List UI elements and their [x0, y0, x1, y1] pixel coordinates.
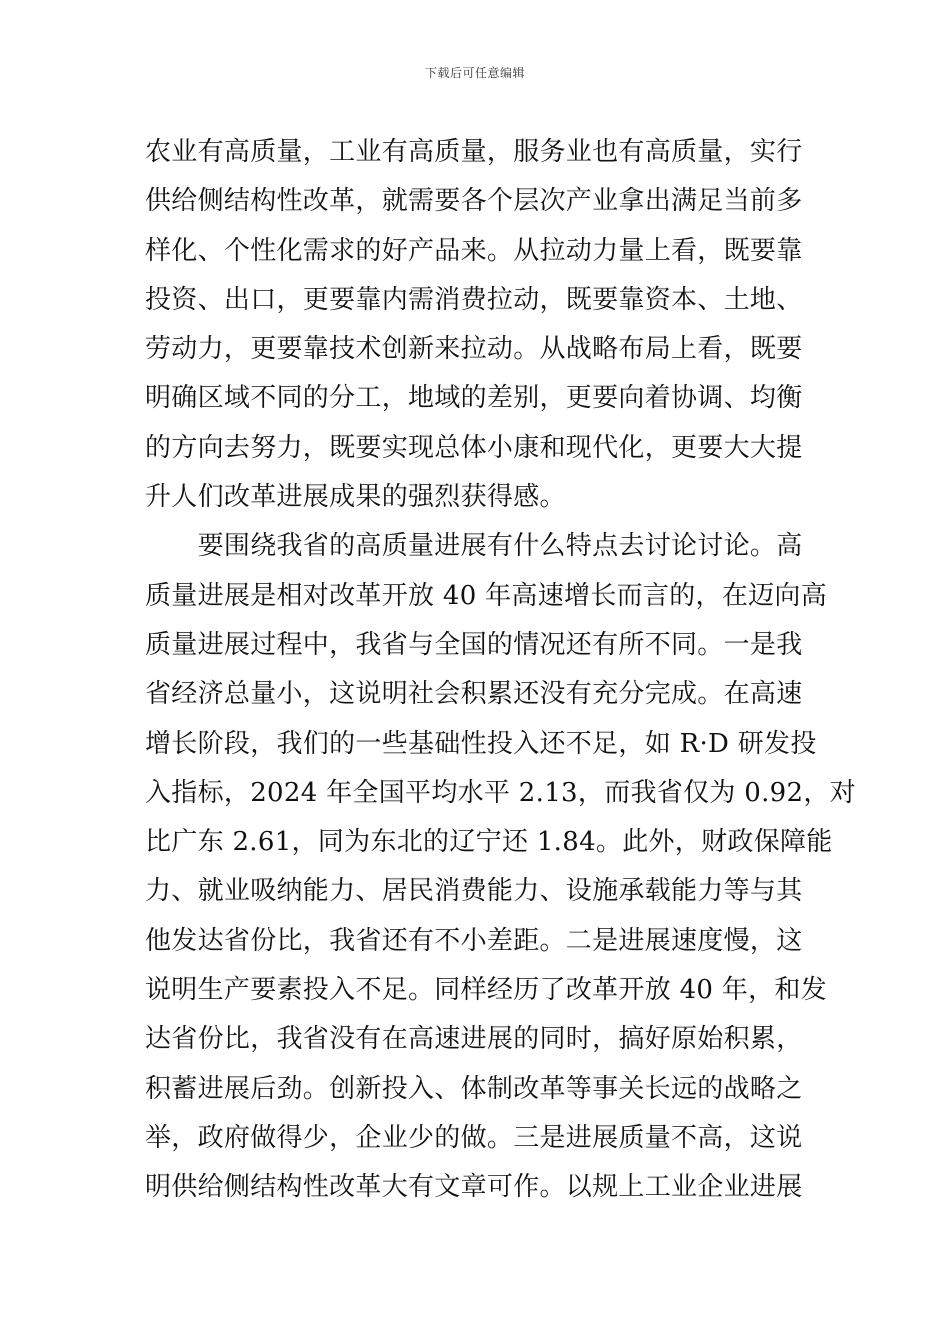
- text-line: 入指标，2024 年全国平均水平 2.13，而我省仅为 0.92，对: [145, 777, 856, 808]
- text-line: 说明生产要素投入不足。同样经历了改革开放 40 年，和发: [145, 975, 828, 1006]
- text-line: 明确区域不同的分工，地域的差别，更要向着协调、均衡: [145, 383, 803, 414]
- text-line: 积蓄进展后劲。创新投入、体制改革等事关长远的战略之: [145, 1073, 803, 1104]
- paragraph-1: [145, 128, 815, 522]
- text-line: 要围绕我省的高质量进展有什么特点去讨论讨论。高: [145, 531, 803, 562]
- text-line: 的方向去努力，既要实现总体小康和现代化，更要大大提: [145, 432, 803, 463]
- text-line: 质量进展是相对改革开放 40 年高速增长而言的，在迈向高: [145, 580, 828, 611]
- text-line: 力、就业吸纳能力、居民消费能力、设施承载能力等与其: [145, 876, 803, 907]
- document-body: [145, 128, 856, 1213]
- text-line: 省经济总量小，这说明社会积累还没有充分完成。在高速: [145, 679, 803, 710]
- text-line: 投资、出口，更要靠内需消费拉动，既要靠资本、土地、: [145, 284, 803, 315]
- text-line: 劳动力，更要靠技术创新来拉动。从战略布局上看，既要: [145, 334, 803, 365]
- paragraph-2: [145, 522, 856, 1212]
- text-line: 举，政府做得少，企业少的做。三是进展质量不高，这说: [145, 1122, 803, 1153]
- text-line: 样化、个性化需求的好产品来。从拉动力量上看，既要靠: [145, 235, 803, 266]
- text-line: 明供给侧结构性改革大有文章可作。以规上工业企业进展: [145, 1172, 803, 1203]
- text-line: 他发达省份比，我省还有不小差距。二是进展速度慢，这: [145, 925, 803, 956]
- text-line: 质量进展过程中，我省与全国的情况还有所不同。一是我: [145, 629, 803, 660]
- text-line: 增长阶段，我们的一些基础性投入还不足，如 R·D 研发投: [145, 728, 817, 759]
- text-line: 供给侧结构性改革，就需要各个层次产业拿出满足当前多: [145, 186, 803, 217]
- text-line: 达省份比，我省没有在高速进展的同时，搞好原始积累，: [145, 1024, 803, 1055]
- text-line: 升人们改革进展成果的强烈获得感。: [145, 482, 566, 513]
- text-line: 农业有高质量，工业有高质量，服务业也有高质量，实行: [145, 137, 803, 167]
- text-line: 比广东 2.61，同为东北的辽宁还 1.84。此外，财政保障能: [145, 827, 833, 858]
- header-note: 下载后可任意编辑: [424, 66, 525, 80]
